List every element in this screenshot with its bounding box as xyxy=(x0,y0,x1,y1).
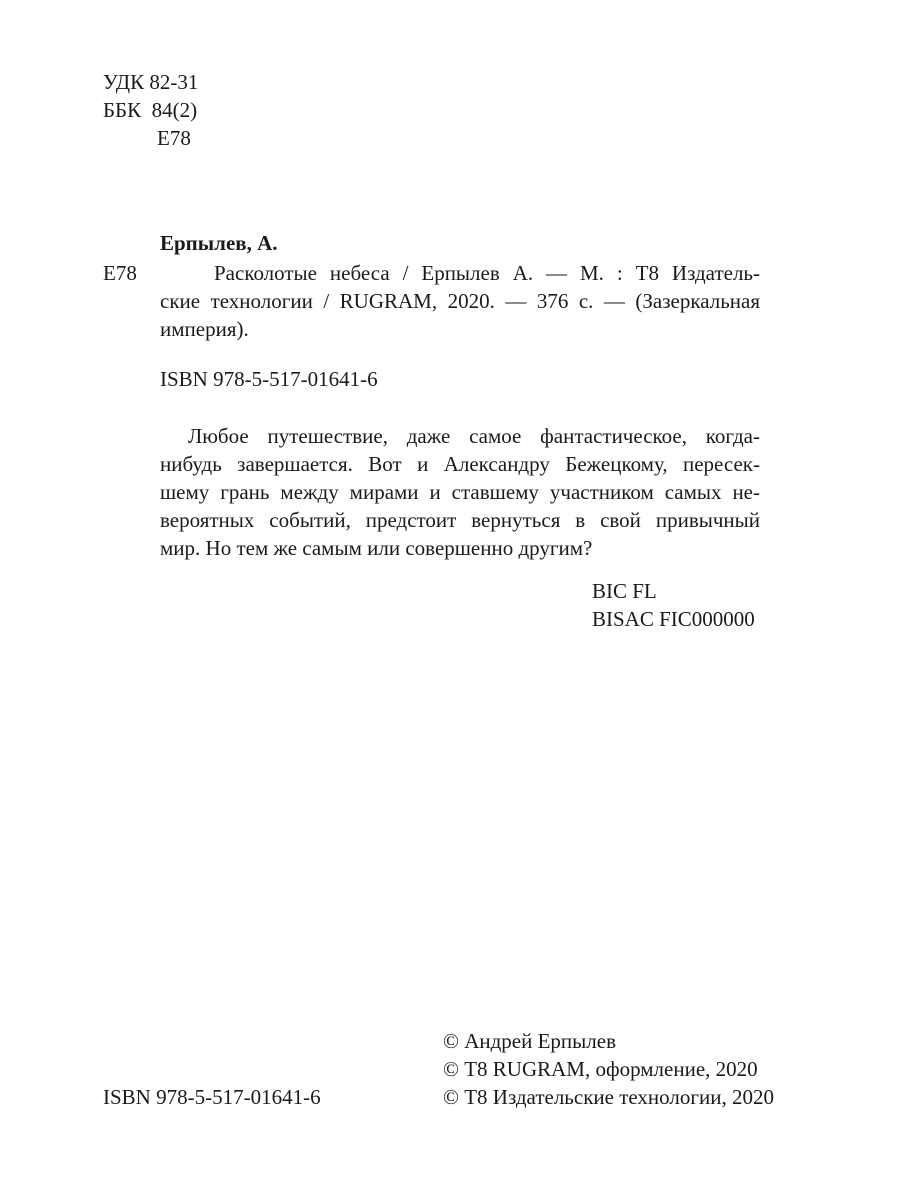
annotation-line-3: шему грань между мирами и ставшему участником самых не- xyxy=(160,480,760,504)
author-mark-entry: Е78 xyxy=(103,261,137,285)
author-mark-top: Е78 xyxy=(157,126,191,150)
author-heading: Ерпылев, А. xyxy=(160,231,278,255)
bisac-code: BISAC FIC000000 xyxy=(592,607,755,631)
copyright-author: © Андрей Ерпылев xyxy=(443,1029,616,1053)
bic-code: BIC FL xyxy=(592,579,657,603)
annotation-line-4: вероятных событий, предстоит вернуться в свой привычный xyxy=(160,508,760,532)
catalog-description-line-2: ские технологии / RUGRAM, 2020. — 376 с. — (Зазеркальная xyxy=(160,289,760,313)
copyright-design: © Т8 RUGRAM, оформление, 2020 xyxy=(443,1057,758,1081)
bbk-code: ББК 84(2) xyxy=(103,98,198,122)
catalog-description-line-1: Расколотые небеса / Ерпылев А. — М. : Т8 Издатель- xyxy=(214,261,760,285)
copyright-publisher: © Т8 Издательские технологии, 2020 xyxy=(443,1085,774,1109)
udk-code: УДК 82-31 xyxy=(103,70,199,94)
annotation-line-2: нибудь завершается. Вот и Александру Бежецкому, пересек- xyxy=(160,452,760,476)
footer-isbn: ISBN 978-5-517-01641-6 xyxy=(103,1085,321,1109)
annotation-line-5: мир. Но тем же самым или совершенно другим? xyxy=(160,536,593,560)
catalog-isbn: ISBN 978-5-517-01641-6 xyxy=(160,367,378,391)
annotation-line-1: Любое путешествие, даже самое фантастическое, когда- xyxy=(188,424,760,448)
catalog-description-line-3: империя). xyxy=(160,317,249,341)
